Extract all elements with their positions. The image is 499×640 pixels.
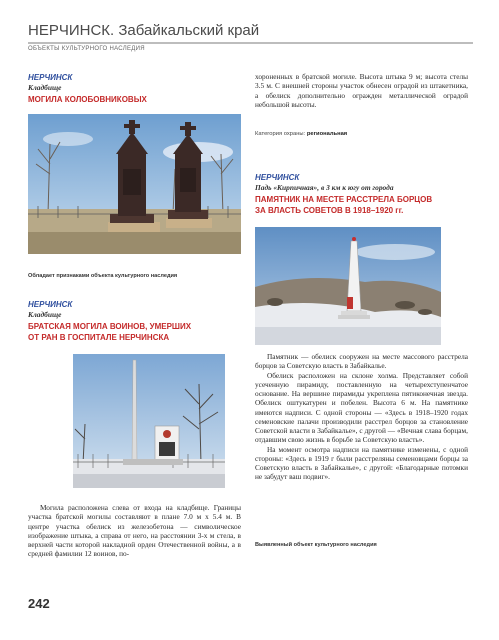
- header-rule: [28, 42, 473, 44]
- object-1-region: НЕРЧИНСК: [28, 73, 73, 82]
- object-3-paragraph-2: Обелиск расположен на склоне холма. Представляет собой усеченную пирамиду, поставленную на четырехступенчатое основание. На вершине пирамиды укреплена пятиконечная звезда. Обелиск оштукатурен и побелен. Высота 6 м. На памятнике имеются надписи. С одной стороны — «Здесь в 1918–1920 годах семеновские палачи производили расстрел борцов за становление Советской власти в Забайкалье», с другой — «Вечная слава борцам, отдавшим свою жизнь в борьбе за Советскую власть».: [255, 370, 468, 445]
- object-1-heading: [28, 72, 241, 106]
- object-3-heading: [255, 172, 468, 216]
- object-2-title-line1: БРАТСКАЯ МОГИЛА ВОИНОВ, УМЕРШИХ: [28, 322, 192, 331]
- object-3-note: Выявленный объект культурного наследия: [255, 542, 377, 548]
- object-2-paragraph: Могила расположена слева от входа на кладбище. Границы участка братской могилы составляют в плане 7.0 м х 5.4 м. В центре участка обелиск из железобетона — символическое изображение штыка, а справа от него, на расстоянии 3-х м стела, в верхней части которой накладной орден Отечественной войны, а в средней фамилии 12 воинов, по-: [28, 503, 241, 559]
- protection-category-value: региональная: [306, 131, 348, 137]
- protection-category: [255, 130, 468, 138]
- object-3-title-line1: ПАМЯТНИК НА МЕСТЕ РАССТРЕЛА БОРЦОВ: [255, 195, 433, 204]
- object-2-continuation-text: хороненных в братской могиле. Высота штыка 9 м; высота стелы 3.5 м. С внешней стороны участок обнесен оградой из штакетника, а обелиск дополнительно огражден металлической оградой небольшой высоты.: [255, 72, 468, 109]
- object-1-title: МОГИЛА КОЛОБОВНИКОВЫХ: [28, 95, 147, 104]
- object-2-heading: [28, 299, 241, 343]
- page-subtitle: ОБЪЕКТЫ КУЛЬТУРНОГО НАСЛЕДИЯ: [28, 46, 145, 52]
- object-2-continuation: [255, 72, 468, 109]
- photo-mass-grave-obelisk: [73, 354, 225, 488]
- page-title: НЕРЧИНСК. Забайкальский край: [28, 22, 260, 39]
- object-3-paragraph-3: На момент осмотра надписи на памятнике изменены, с одной стороны: «Здесь в 1919 г были расстреляны семеновцами борцы за Советскую власть в Забайкалье», с другой: «Благодарные потомки не забудут ваш подвиг».: [255, 444, 468, 482]
- object-2-title-line2: ОТ РАН В ГОСПИТАЛЕ НЕРЧИНСКА: [28, 332, 170, 342]
- object-3-region: НЕРЧИНСК: [255, 173, 300, 182]
- object-2-kind: Кладбище: [28, 310, 62, 319]
- object-3-location: Падь «Кирпичная», в 3 км к югу от города: [255, 183, 394, 192]
- object-3-title-line2: ЗА ВЛАСТЬ СОВЕТОВ В 1918–1920 гг.: [255, 205, 404, 215]
- object-2-region: НЕРЧИНСК: [28, 300, 73, 309]
- photo-kolobovnikov-grave: [28, 114, 241, 254]
- photo-execution-site-monument: [255, 227, 441, 345]
- object-3-text: [255, 352, 468, 482]
- object-1-note: Обладает признаками объекта культурного наследия: [28, 273, 178, 279]
- page-header: [28, 22, 473, 52]
- object-1-kind: Кладбище: [28, 83, 62, 92]
- protection-category-label: Категория охраны:: [255, 131, 306, 137]
- page-number: 242: [28, 596, 50, 611]
- object-3-paragraph-1: Памятник — обелиск сооружен на месте массового расстрела борцов за Советскую власть в Забайкалье.: [255, 352, 468, 371]
- object-2-text: [28, 503, 241, 559]
